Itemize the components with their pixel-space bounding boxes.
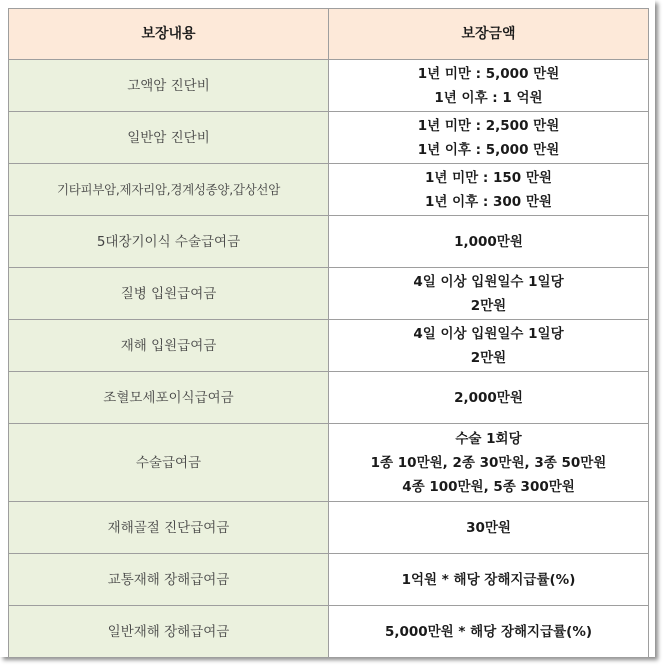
table-row [9,216,649,268]
amount-line: 30만원 [466,519,511,536]
amount-line: 1년 이후 : 1 억원 [434,89,543,106]
amount-line: 5,000만원 * 해당 장해지급률(%) [384,623,593,640]
coverage-amount [329,606,649,658]
coverage-amount [329,164,649,216]
amount-line: 2만원 [470,349,507,366]
amount-line: 2,000만원 [454,389,523,406]
coverage-amount [329,372,649,424]
table-row [9,424,649,502]
table-row [9,164,649,216]
coverage-amount [329,320,649,372]
table-row [9,60,649,112]
coverage-name: 일반재해 장해급여금 [9,606,329,658]
amount-line: 1년 이후 : 5,000 만원 [417,141,560,158]
amount-line: 4종 100만원, 5종 300만원 [402,478,575,495]
table-row [9,372,649,424]
coverage-name: 수술급여금 [9,424,329,502]
amount-line: 1년 미만 : 2,500 만원 [417,117,560,134]
coverage-amount [329,268,649,320]
coverage-name: 교통재해 장해급여금 [9,554,329,606]
coverage-amount [329,554,649,606]
coverage-name: 기타피부암,제자리암,경계성종양,갑상선암 [9,164,329,216]
amount-line: 1종 10만원, 2종 30만원, 3종 50만원 [370,454,607,471]
coverage-name: 고액암 진단비 [9,60,329,112]
coverage-amount [329,216,649,268]
coverage-amount [329,502,649,554]
coverage-name: 일반암 진단비 [9,112,329,164]
coverage-name: 재해골절 진단급여금 [9,502,329,554]
amount-line: 1년 미만 : 150 만원 [425,169,552,186]
amount-line: 수술 1회당 [455,430,522,447]
amount-line: 4일 이상 입원일수 1일당 [413,273,564,290]
coverage-amount [329,112,649,164]
coverage-amount [329,424,649,502]
table-row [9,320,649,372]
table-row [9,502,649,554]
coverage-amount [329,60,649,112]
table-row [9,606,649,658]
coverage-name: 조혈모세포이식급여금 [9,372,329,424]
table-row [9,112,649,164]
table-header-row [9,9,649,60]
amount-line: 1년 미만 : 5,000 만원 [417,65,560,82]
amount-line: 1,000만원 [454,233,523,250]
coverage-name: 재해 입원급여금 [9,320,329,372]
amount-line: 4일 이상 입원일수 1일당 [413,325,564,342]
amount-line: 1억원 * 해당 장해지급률(%) [401,571,576,588]
coverage-table [8,8,649,658]
header-coverage: 보장내용 [9,9,329,60]
coverage-name: 질병 입원급여금 [9,268,329,320]
table-row [9,268,649,320]
coverage-name: 5대장기이식 수술급여금 [9,216,329,268]
header-amount: 보장금액 [329,9,649,60]
amount-line: 1년 이후 : 300 만원 [425,193,552,210]
table-row [9,554,649,606]
amount-line: 2만원 [470,297,507,314]
